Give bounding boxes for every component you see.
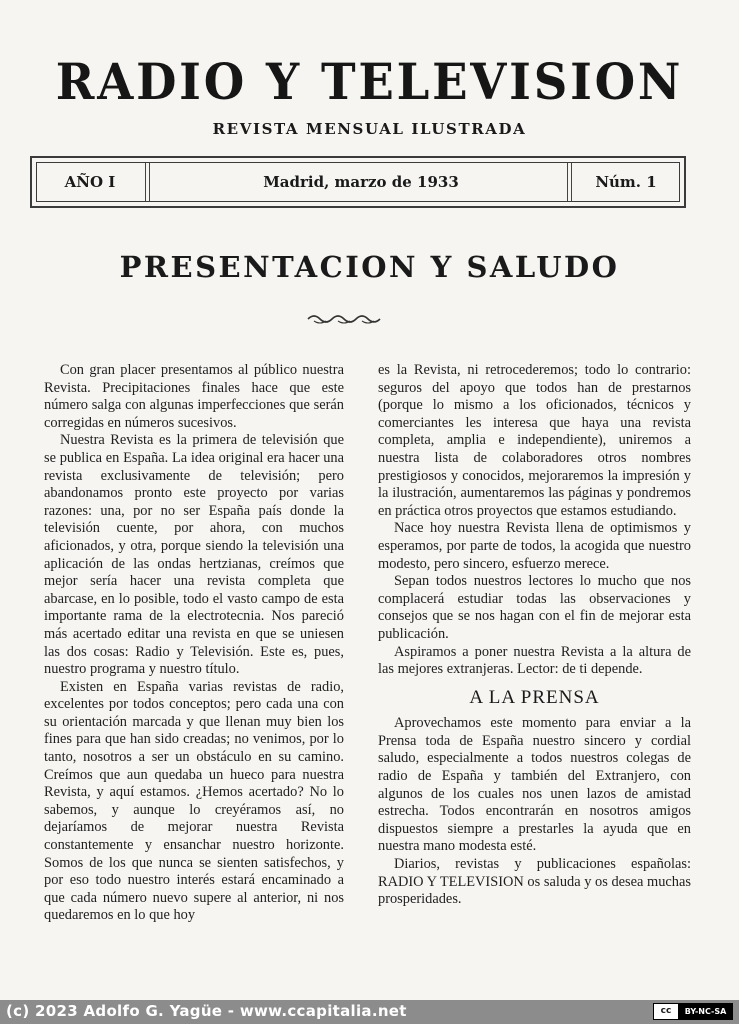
masthead-title: RADIO Y TELEVISION bbox=[55, 52, 684, 111]
creative-commons-license-icon bbox=[653, 1003, 733, 1020]
place-date-label: Madrid, marzo de 1933 bbox=[263, 173, 459, 191]
article-paragraph: es la Revista, ni retrocederemos; todo lo contrario: seguros del apoyo que todos han de prestarnos (porque lo mismo a los oficionados, técnicos y comerciantes les interesa que haya una revista completa, amplia e independiente), uniremos a nuestra lista de colaboradores otros nombres prestigiosos y conocidos, mejoraremos la impresión y la ilustración, aumentaremos las páginas y pondremos en práctica otros proyectos que estamos estudiando. bbox=[378, 362, 691, 519]
article-paragraph: Nuestra Revista es la primera de televisión que se publica en España. La idea original era hacer una revista exclusivamente de televisión; pero abandonamos pronto este proyecto por varias razones: una, por no ser España país donde la televisión cuente, por ahora, con muchos aficionados, y otra, porque siendo la televisión una aplicación de las ondas hertzianas, creímos que mejor sería hacer una revista completa que abarcase, en lo posible, todo el vasto campo de esta importante rama de la electrotecnia. Nos pareció más acertado editar una revista en que se uniesen las dos cosas: Radio y Televisión. Este es, pues, nuestro programa y nuestro título. bbox=[44, 432, 344, 678]
info-divider bbox=[145, 163, 150, 201]
license-terms: BY-NC-SA bbox=[679, 1004, 732, 1019]
section-title-press: A LA PRENSA bbox=[469, 686, 600, 708]
article-paragraph: Nace hoy nuestra Revista llena de optimismos y esperamos, por parte de todos, la acogida que nuestro modesto, pero sincero, esfuerzo merece. bbox=[378, 520, 691, 572]
article-paragraph: Existen en España varias revistas de radio, excelentes por todos conceptos; pero cada una con su orientación marcada y que llenan muy bien los fines para que han sido creadas; no venimos, por lo tanto, nosotros a ser un obstáculo en su camino. Creímos que aun quedaba un hueco para nuestra Revista, y aquí estamos. ¿Hemos acertado? No lo sabemos, y aunque lo creyéramos así, no dejaríamos de mejorar nuestra Revista constantemente y ensanchar nuestro horizonte. Somos de los que nunca se sienten satisfechos, y por eso todo nuestro interés estará encaminado a que cada número nuevo supere al anterior, ni nos quedaremos en lo que hoy bbox=[44, 678, 344, 924]
cc-logo-text: cc bbox=[654, 1004, 679, 1019]
article-headline: PRESENTACION Y SALUDO bbox=[119, 250, 620, 284]
year-label: AÑO I bbox=[64, 173, 116, 191]
article-paragraph: Aprovechamos este momento para enviar a la Prensa toda de España nuestro sincero y cordial saludo, especialmente a todos nuestros colegas de radio de España y también del Extranjero, con algunos de los cuales nos unen lazos de amistad estrecha. Todos encontrarán en nosotros amigos dispuestos siempre a prestarles la ayuda que en nuestra mano modesta esté. bbox=[378, 715, 691, 855]
footer-bar bbox=[0, 1000, 739, 1024]
issue-number-label: Núm. 1 bbox=[595, 173, 657, 191]
article-paragraph: Diarios, revistas y publicaciones españolas: RADIO Y TELEVISION os saluda y os desea muchas prosperidades. bbox=[378, 856, 691, 908]
article-paragraph: Sepan todos nuestros lectores lo mucho que nos complacerá estudiar todas las observaciones y consejos que se nos hagan con el fin de mejorar esta publicación. bbox=[378, 573, 691, 642]
issue-info-bar bbox=[30, 156, 686, 208]
article-right-column bbox=[378, 362, 691, 909]
article-paragraph: Con gran placer presentamos al público nuestra Revista. Precipitaciones finales hace que este número salga con algunas imperfecciones que serán corregidas en números sucesivos. bbox=[44, 362, 344, 431]
article-left-column bbox=[44, 362, 344, 925]
masthead-subtitle: REVISTA MENSUAL ILUSTRADA bbox=[212, 120, 527, 138]
article-paragraph: Aspiramos a poner nuestra Revista a la altura de las mejores extranjeras. Lector: de ti depende. bbox=[378, 643, 691, 678]
footer-credit: (c) 2023 Adolfo G. Yagüe - www.ccapitalia.net bbox=[6, 1002, 407, 1020]
ornament-divider-icon bbox=[306, 312, 386, 326]
